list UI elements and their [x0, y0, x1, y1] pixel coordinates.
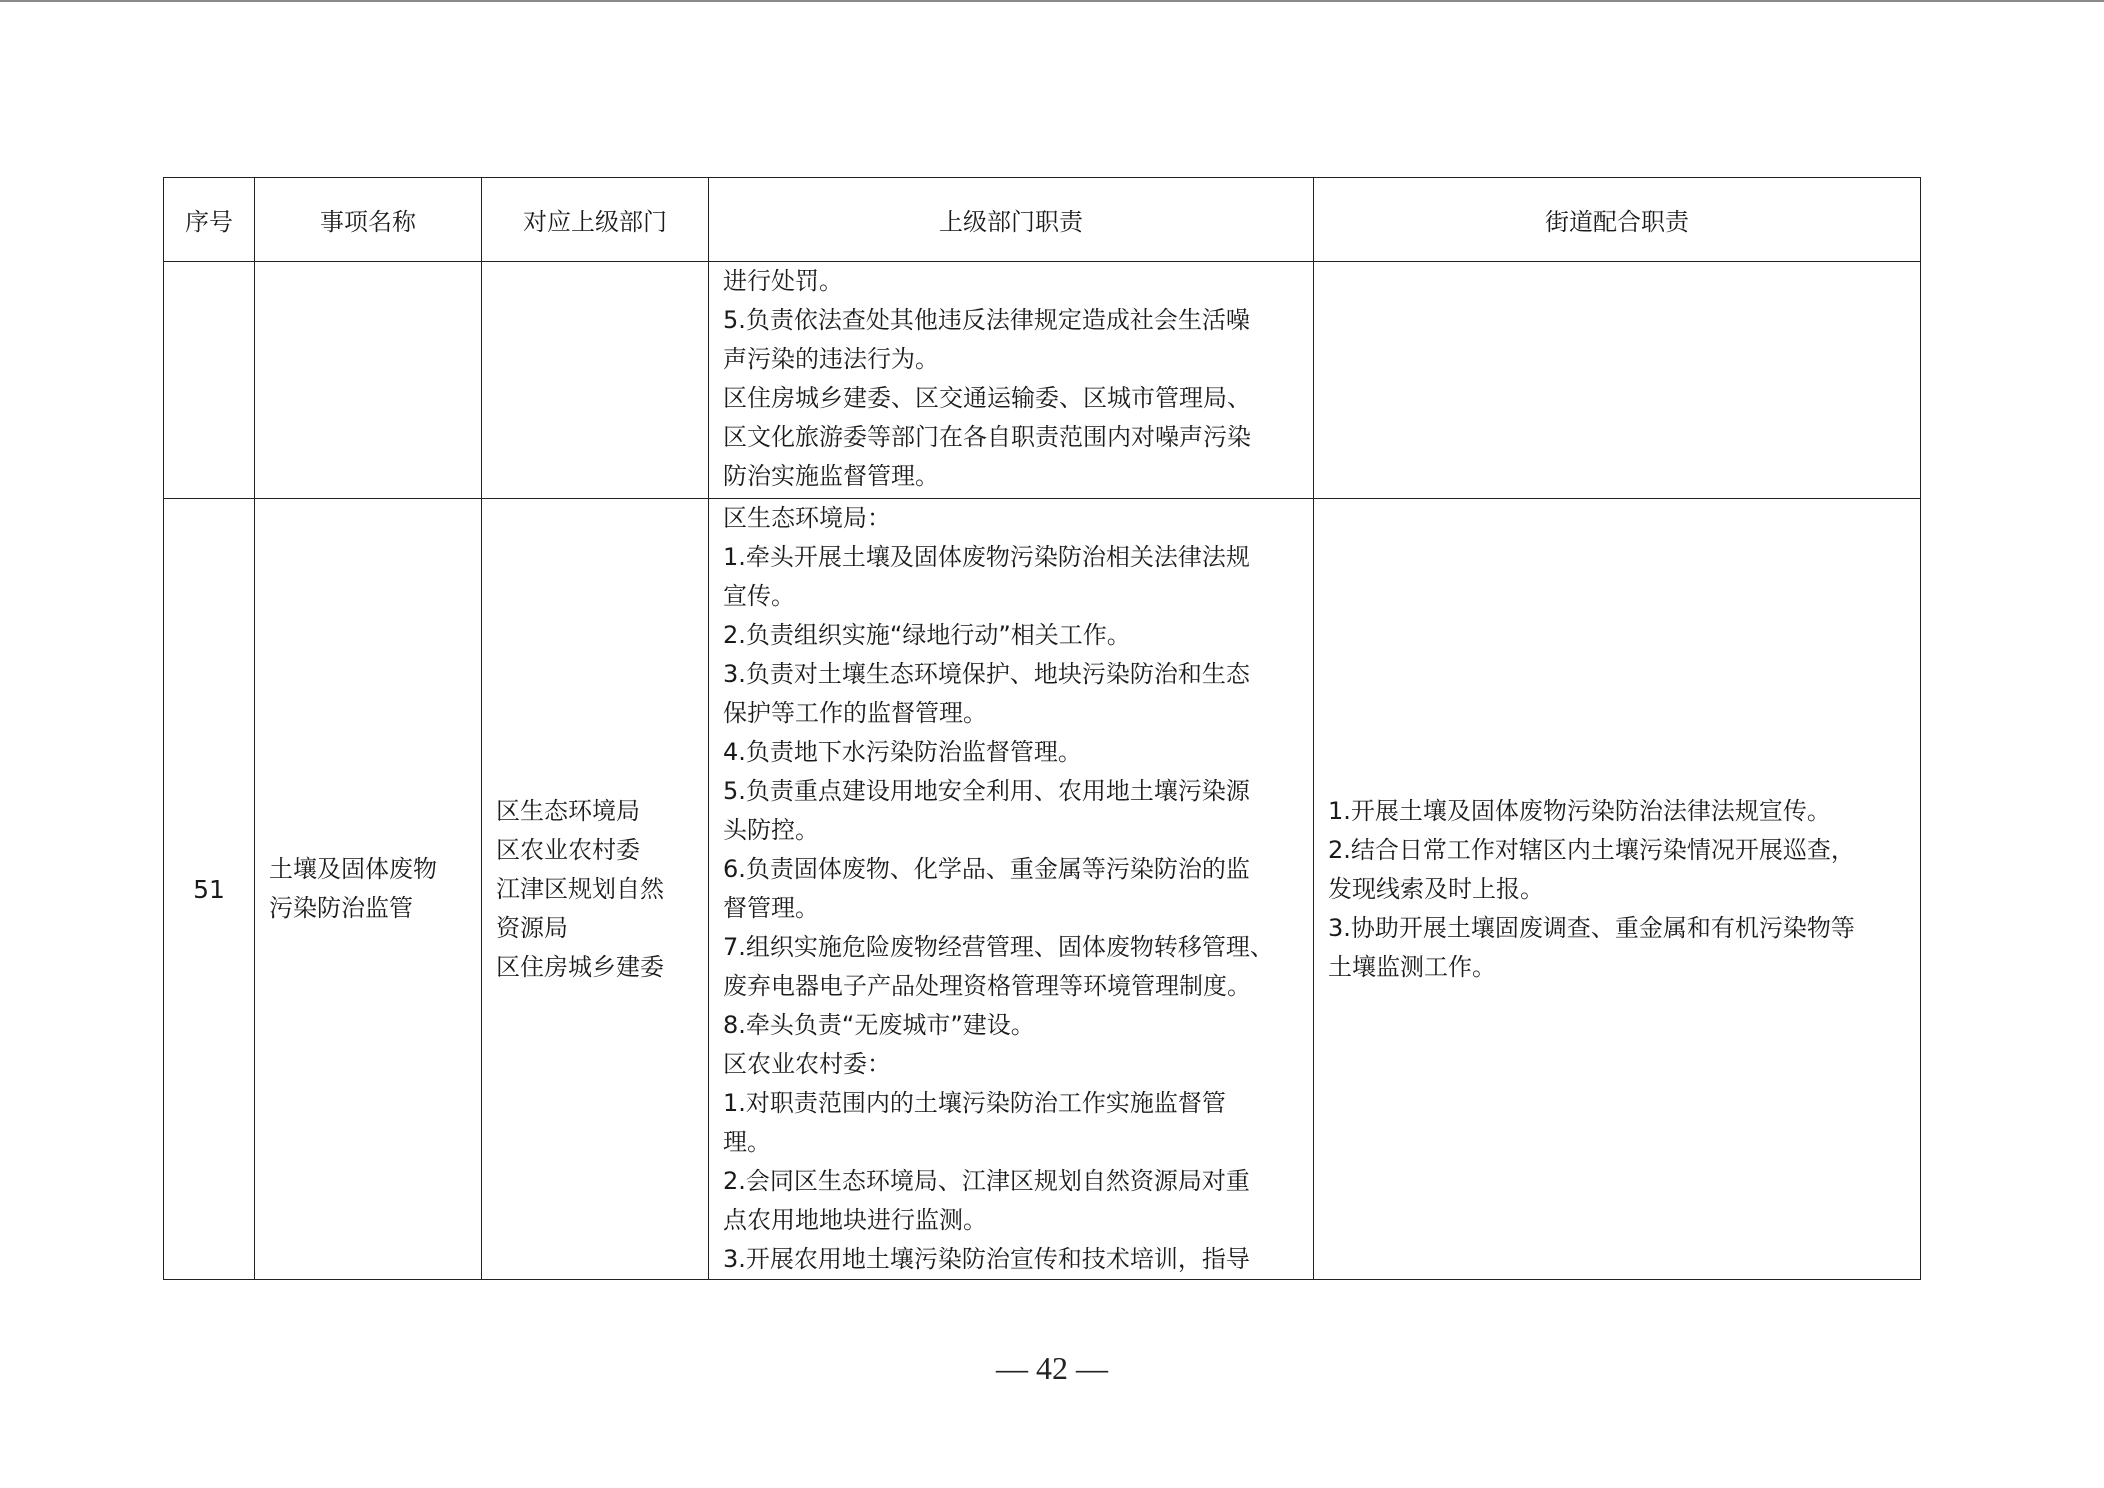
duty-line: 1.对职责范围内的土壤污染防治工作实施监督管: [723, 1089, 1226, 1117]
duty-line: 头防控。: [723, 816, 819, 844]
cell-name-empty: [255, 262, 482, 499]
cell-superior-dept: [482, 499, 709, 1280]
duty-line: 区农业农村委：: [723, 1050, 891, 1078]
cell-dept-empty: [482, 262, 709, 499]
duty-line: 区住房城乡建委、区交通运输委、区城市管理局、: [723, 384, 1251, 412]
duty-line: 点农用地地块进行监测。: [723, 1206, 987, 1234]
header-superior-dept: 对应上级部门: [482, 178, 709, 262]
duty-line: 5.负责重点建设用地安全利用、农用地土壤污染源: [723, 777, 1250, 805]
dept-line: 江津区规划自然: [496, 874, 664, 903]
dept-line: 区住房城乡建委: [496, 952, 664, 981]
table-row-51: [164, 499, 1921, 1280]
duty-line: 3.负责对土壤生态环境保护、地块污染防治和生态: [723, 660, 1250, 688]
duty-line: 进行处罚。: [723, 267, 843, 295]
duty-line: 区文化旅游委等部门在各自职责范围内对噪声污染: [723, 423, 1251, 451]
top-border-line: [0, 0, 2104, 2]
duty-line: 5.负责依法查处其他违反法律规定造成社会生活噪: [723, 306, 1250, 334]
street-duty-line: 发现线索及时上报。: [1328, 874, 1544, 903]
street-duty-line: 2.结合日常工作对辖区内土壤污染情况开展巡查，: [1328, 835, 1855, 864]
dept-line: 区生态环境局: [496, 796, 640, 825]
dept-line: 区农业农村委: [496, 835, 640, 864]
duty-line: 宣传。: [723, 582, 795, 610]
duty-line: 区生态环境局：: [723, 504, 891, 532]
duty-line: 7.组织实施危险废物经营管理、固体废物转移管理、: [723, 933, 1274, 961]
table-header-row: [164, 178, 1921, 262]
duty-line: 督管理。: [723, 894, 819, 922]
cell-street-duty: [1314, 499, 1921, 1280]
cell-superior-duty: [709, 499, 1314, 1280]
cell-duty-continued: [709, 262, 1314, 499]
table-row-continued: [164, 262, 1921, 499]
duty-line: 防治实施监督管理。: [723, 462, 939, 490]
duty-line: 8.牵头负责“无废城市”建设。: [723, 1011, 1035, 1039]
cell-seq-empty: [164, 262, 255, 499]
duty-line: 1.牵头开展土壤及固体废物污染防治相关法律法规: [723, 543, 1250, 571]
dept-line: 资源局: [496, 913, 568, 942]
street-duty-line: 1.开展土壤及固体废物污染防治法律法规宣传。: [1328, 796, 1831, 825]
cell-street-empty: [1314, 262, 1921, 499]
duty-line: 声污染的违法行为。: [723, 345, 939, 373]
item-name-line: 土壤及固体废物: [269, 855, 437, 883]
duty-line: 废弃电器电子产品处理资格管理等环境管理制度。: [723, 972, 1251, 1000]
street-duty-line: 土壤监测工作。: [1328, 952, 1496, 981]
street-duty-line: 3.协助开展土壤固废调查、重金属和有机污染物等: [1328, 913, 1855, 942]
duty-line: 理。: [723, 1128, 771, 1156]
duty-line: 2.会同区生态环境局、江津区规划自然资源局对重: [723, 1167, 1250, 1195]
header-seq: 序号: [164, 178, 255, 262]
header-street-duty: 街道配合职责: [1314, 178, 1921, 262]
page-number: — 42 —: [996, 1350, 1108, 1386]
duty-line: 保护等工作的监督管理。: [723, 699, 987, 727]
duties-table: [163, 177, 1921, 1280]
header-superior-duty: 上级部门职责: [709, 178, 1314, 262]
duty-line: 2.负责组织实施“绿地行动”相关工作。: [723, 621, 1131, 649]
cell-seq: 51: [164, 499, 255, 1280]
header-item-name: 事项名称: [255, 178, 482, 262]
item-name-line: 污染防治监管: [269, 894, 413, 922]
duty-line: 6.负责固体废物、化学品、重金属等污染防治的监: [723, 855, 1250, 883]
cell-item-name: [255, 499, 482, 1280]
duty-line: 3.开展农用地土壤污染防治宣传和技术培训，指导: [723, 1245, 1250, 1273]
duty-line: 4.负责地下水污染防治监督管理。: [723, 738, 1082, 766]
